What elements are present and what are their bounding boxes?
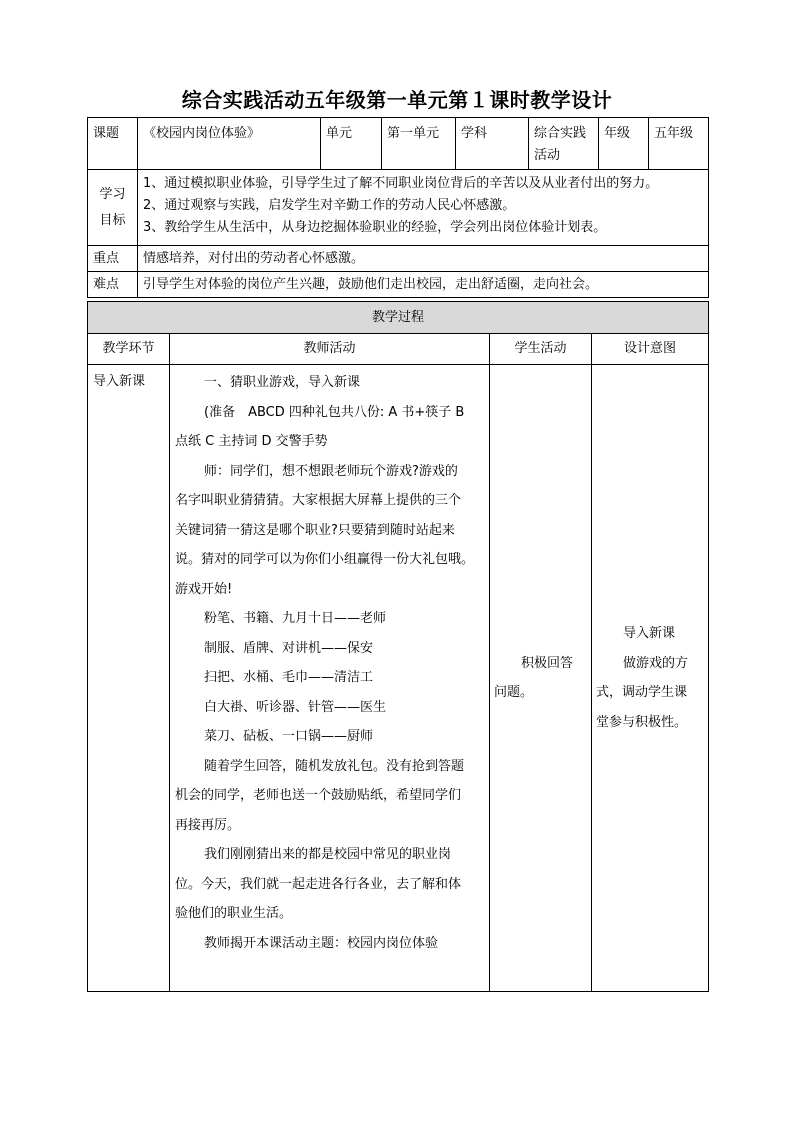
teacher-activity-line: 教师揭开本课活动主题：校园内岗位体验 (204, 935, 439, 951)
teacher-activity-line: 制服、盾牌、对讲机——保安 (204, 640, 374, 656)
student-activity-line: 问题。 (494, 685, 534, 700)
grade-value: 五年级 (649, 118, 709, 170)
teacher-activity-line: 粉笔、书籍、九月十日——老师 (204, 611, 387, 626)
goals-label-line-1: 学习 (99, 186, 126, 202)
topic-row (88, 118, 709, 170)
column-header-stage: 教学环节 (88, 334, 170, 365)
teaching-process-table (87, 301, 709, 992)
process-body-row (88, 365, 709, 992)
column-header-student: 学生活动 (490, 334, 592, 365)
key-point-value: 情感培养，对付出的劳动者心怀感激。 (138, 246, 709, 272)
page-title: 综合实践活动五年级第一单元第１课时教学设计 (181, 88, 613, 112)
goal-item: 1、通过模拟职业体验，引导学生过了解不同职业岗位背后的辛苦以及从业者付出的努力。 (143, 176, 659, 191)
teacher-activity-line: 名字叫职业猜猜猜。大家根据大屏幕上提供的三个 (175, 493, 462, 508)
design-intent-line: 做游戏的方 (623, 655, 689, 671)
teacher-activity-line: 随着学生回答，随机发放礼包。没有抢到答题 (204, 758, 465, 774)
design-intent-line: 式，调动学生课 (596, 685, 688, 700)
goals-row (88, 170, 709, 246)
topic-value: 《校园内岗位体验》 (138, 118, 321, 170)
key-point-label: 重点 (88, 246, 138, 272)
teacher-activity-line: 机会的同学，老师也送一个鼓励贴纸，希望同学们 (175, 788, 462, 803)
teacher-activity-line: 我们刚刚猜出来的都是校园中常见的职业岗 (204, 847, 452, 862)
teacher-activity-line: 白大褂、听诊器、针管——医生 (204, 699, 387, 715)
teacher-activity-line: 扫把、水桶、毛巾——清洁工 (204, 670, 374, 685)
grade-label: 年级 (599, 118, 649, 170)
process-title: 教学过程 (88, 302, 709, 334)
student-activity-line: 积极回答 (521, 655, 574, 671)
subject-value-line-2: 活动 (534, 148, 561, 163)
difficulty-label: 难点 (88, 272, 138, 298)
teacher-activity-line: 关键词猜一猜这是哪个职业?只要猜到随时站起来 (175, 522, 455, 538)
teacher-activity-line: 点纸 C 主持词 D 交警手势 (175, 434, 328, 449)
difficulty-row (88, 272, 709, 298)
subject-label: 学科 (456, 118, 529, 170)
lesson-info-table (87, 117, 709, 298)
teacher-activity-line: 游戏开始! (175, 581, 233, 597)
goals-label-line-2: 目标 (99, 212, 126, 228)
unit-label: 单元 (321, 118, 382, 170)
stage-cell: 导入新课 (88, 365, 170, 992)
process-title-row (88, 302, 709, 334)
design-intent-line: 堂参与积极性。 (596, 714, 688, 730)
teacher-activity-line: 说。猜对的同学可以为你们小组赢得一份大礼包哦。 (175, 552, 475, 567)
topic-label: 课题 (88, 118, 138, 170)
student-activity-cell (490, 365, 592, 992)
column-header-design: 设计意图 (592, 334, 709, 365)
design-intent-line: 导入新课 (623, 626, 676, 641)
teacher-activity-line: 菜刀、砧板、一口锅——厨师 (204, 729, 374, 744)
teacher-activity-line: 再接再厉。 (175, 817, 241, 833)
teacher-activity-line: 位。今天，我们就一起走进各行各业，去了解和体 (175, 876, 462, 892)
goal-item: 3、教给学生从生活中，从身边挖掘体验职业的经验，学会列出岗位体验计划表。 (143, 220, 607, 235)
goals-label (88, 170, 138, 246)
teacher-activity-line: 师：同学们，想不想跟老师玩个游戏?游戏的 (204, 463, 458, 479)
design-intent-cell (592, 365, 709, 992)
unit-value: 第一单元 (382, 118, 456, 170)
key-point-row (88, 246, 709, 272)
teacher-activity-line: 验他们的职业生活。 (175, 906, 293, 921)
difficulty-value: 引导学生对体验的岗位产生兴趣，鼓励他们走出校园，走出舒适圈，走向社会。 (138, 272, 709, 298)
subject-value (529, 118, 599, 170)
column-header-teacher: 教师活动 (170, 334, 490, 365)
subject-value-line-1: 综合实践 (534, 126, 587, 141)
process-header-row (88, 334, 709, 365)
teacher-activity-line: (准备 ABCD 四种礼包共八份: A 书+筷子 B (204, 404, 465, 420)
goal-item: 2、通过观察与实践，启发学生对辛勤工作的劳动人民心怀感激。 (143, 198, 516, 213)
teacher-activity-line: 一、猜职业游戏，导入新课 (204, 375, 361, 390)
goals-content (138, 170, 709, 246)
teacher-activity-cell (170, 365, 490, 992)
